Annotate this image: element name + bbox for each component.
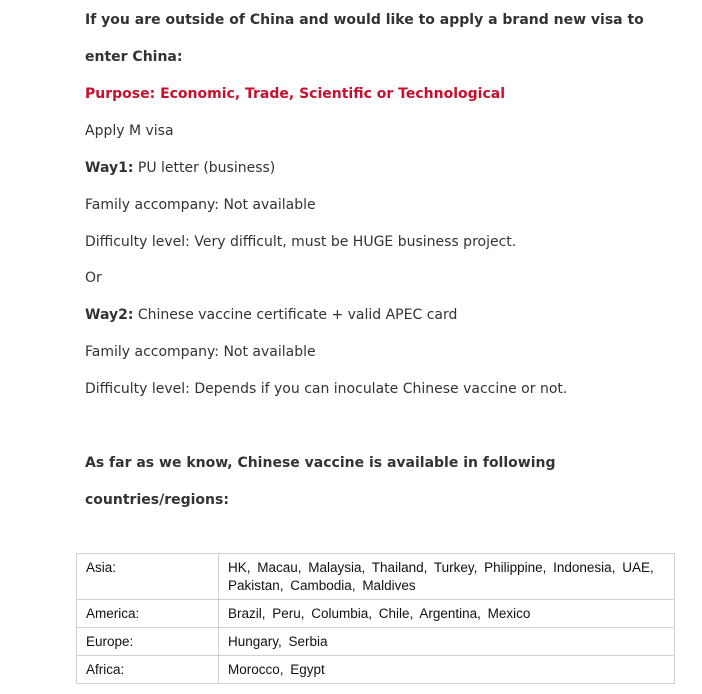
- countries-cell: Brazil, Peru, Columbia, Chile, Argentina, Mexico: [219, 600, 675, 628]
- or-text: Or: [85, 270, 102, 286]
- way1-label: Way1:: [85, 160, 134, 176]
- table-row: [77, 656, 675, 684]
- region-cell: Africa:: [77, 656, 219, 684]
- countries-cell: HK, Macau, Malaysia, Thailand, Turkey, Philippine, Indonesia, UAE, Pakistan, Cambodia, Maldives: [219, 554, 675, 600]
- intro-line-1: If you are outside of China and would like to apply a brand new visa to: [85, 12, 644, 28]
- way2-family: Family accompany: Not available: [85, 344, 316, 360]
- way2-line: [85, 305, 457, 325]
- way1-family: Family accompany: Not available: [85, 197, 316, 213]
- countries-cell: Hungary, Serbia: [219, 628, 675, 656]
- vaccine-heading-line-1: As far as we know, Chinese vaccine is available in following: [85, 455, 556, 471]
- way2-label: Way2:: [85, 307, 134, 323]
- table-row: [77, 554, 675, 600]
- way2-difficulty: Difficulty level: Depends if you can inoculate Chinese vaccine or not.: [85, 381, 568, 397]
- region-cell: America:: [77, 600, 219, 628]
- region-cell: Asia:: [77, 554, 219, 600]
- countries-cell: Morocco, Egypt: [219, 656, 675, 684]
- way1-line: [85, 158, 275, 178]
- vaccine-regions-table: [76, 553, 675, 684]
- way2-text: Chinese vaccine certificate + valid APEC card: [133, 307, 458, 323]
- way1-difficulty: Difficulty level: Very difficult, must be HUGE business project.: [85, 234, 517, 250]
- intro-line-2: enter China:: [85, 49, 183, 65]
- vaccine-heading-line-2: countries/regions:: [85, 492, 229, 508]
- way1-text: PU letter (business): [133, 160, 276, 176]
- apply-visa-text: Apply M visa: [85, 123, 174, 139]
- table-row: [77, 628, 675, 656]
- region-cell: Europe:: [77, 628, 219, 656]
- table-row: [77, 600, 675, 628]
- purpose-heading: Purpose: Economic, Trade, Scientific or Technological: [85, 86, 505, 102]
